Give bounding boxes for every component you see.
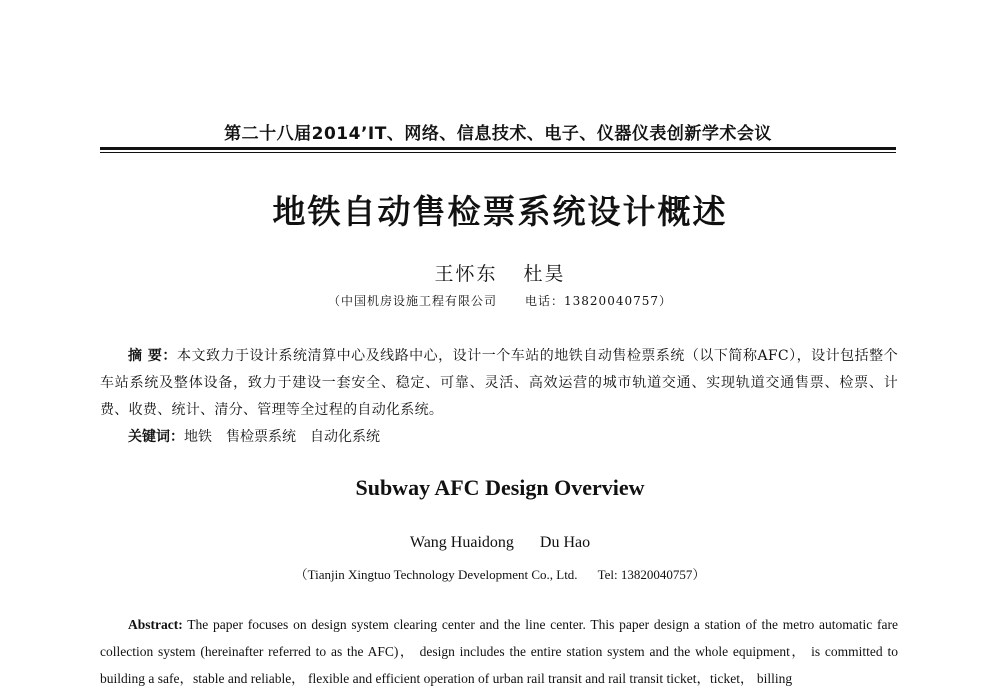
chinese-affiliation-close: ） (659, 294, 673, 308)
english-tel-label: Tel: (597, 567, 618, 582)
english-abstract-label: Abstract: (128, 617, 183, 632)
english-abstract (100, 611, 898, 692)
chinese-keyword-1: 地铁 (184, 429, 212, 445)
english-author-1: Wang Huaidong (409, 534, 514, 551)
english-affiliation (0, 564, 1000, 583)
conference-header: 第二十八届2014’IT、网络、信息技术、电子、仪器仪表创新学术会议 (224, 124, 772, 144)
english-affiliation-name: Tianjin Xingtuo Technology Development Co., Ltd. (307, 567, 578, 582)
chinese-affiliation-name: 中国机房设施工程有限公司 (340, 294, 497, 308)
chinese-authors (0, 259, 1000, 286)
english-author-2: Du Hao (539, 534, 591, 551)
english-tel: 13820040757 (620, 567, 693, 582)
header-rule-thick (100, 147, 896, 150)
english-abstract-text: The paper focuses on design system clearing center and the line center. This paper design a station of the metro automatic fare collection system (hereinafter referred to as the AFC)， design includes the entire station system and the whole equipment， is committed to building a safe，stable and reliable， flexible and efficient operation of urban rail transit and rail transit ticket，ticket， billing (100, 617, 898, 686)
english-affiliation-open: （ (294, 567, 308, 582)
chinese-tel: 13820040757 (564, 294, 659, 308)
chinese-keyword-3: 自动化系统 (310, 429, 380, 445)
chinese-tel-label: 电话： (525, 294, 565, 308)
chinese-keyword-2: 售检票系统 (226, 429, 296, 445)
chinese-author-2: 杜昊 (523, 263, 566, 285)
chinese-title: 地铁自动售检票系统设计概述 (272, 192, 728, 231)
chinese-affiliation (0, 292, 1000, 309)
chinese-keywords-label: 关键词： (128, 429, 184, 445)
chinese-keywords (128, 426, 394, 446)
chinese-abstract-label: 摘 要： (128, 348, 177, 364)
header-rule-thin (100, 152, 896, 153)
chinese-affiliation-open: （ (327, 294, 341, 308)
english-affiliation-close: ） (692, 567, 706, 582)
chinese-abstract-text: 本文致力于设计系统清算中心及线路中心，设计一个车站的地铁自动售检票系统（以下简称AFC），设计包括整个车站系统及整体设备，致力于建设一套安全、稳定、可靠、灵活、高效运营的城市轨道交通、实现轨道交通售票、检票、计费、收费、统计、清分、管理等全过程的自动化系统。 (100, 348, 898, 418)
chinese-abstract (100, 343, 898, 424)
english-authors (0, 534, 1000, 552)
chinese-author-1: 王怀东 (434, 263, 498, 285)
english-title: Subway AFC Design Overview (355, 475, 645, 500)
